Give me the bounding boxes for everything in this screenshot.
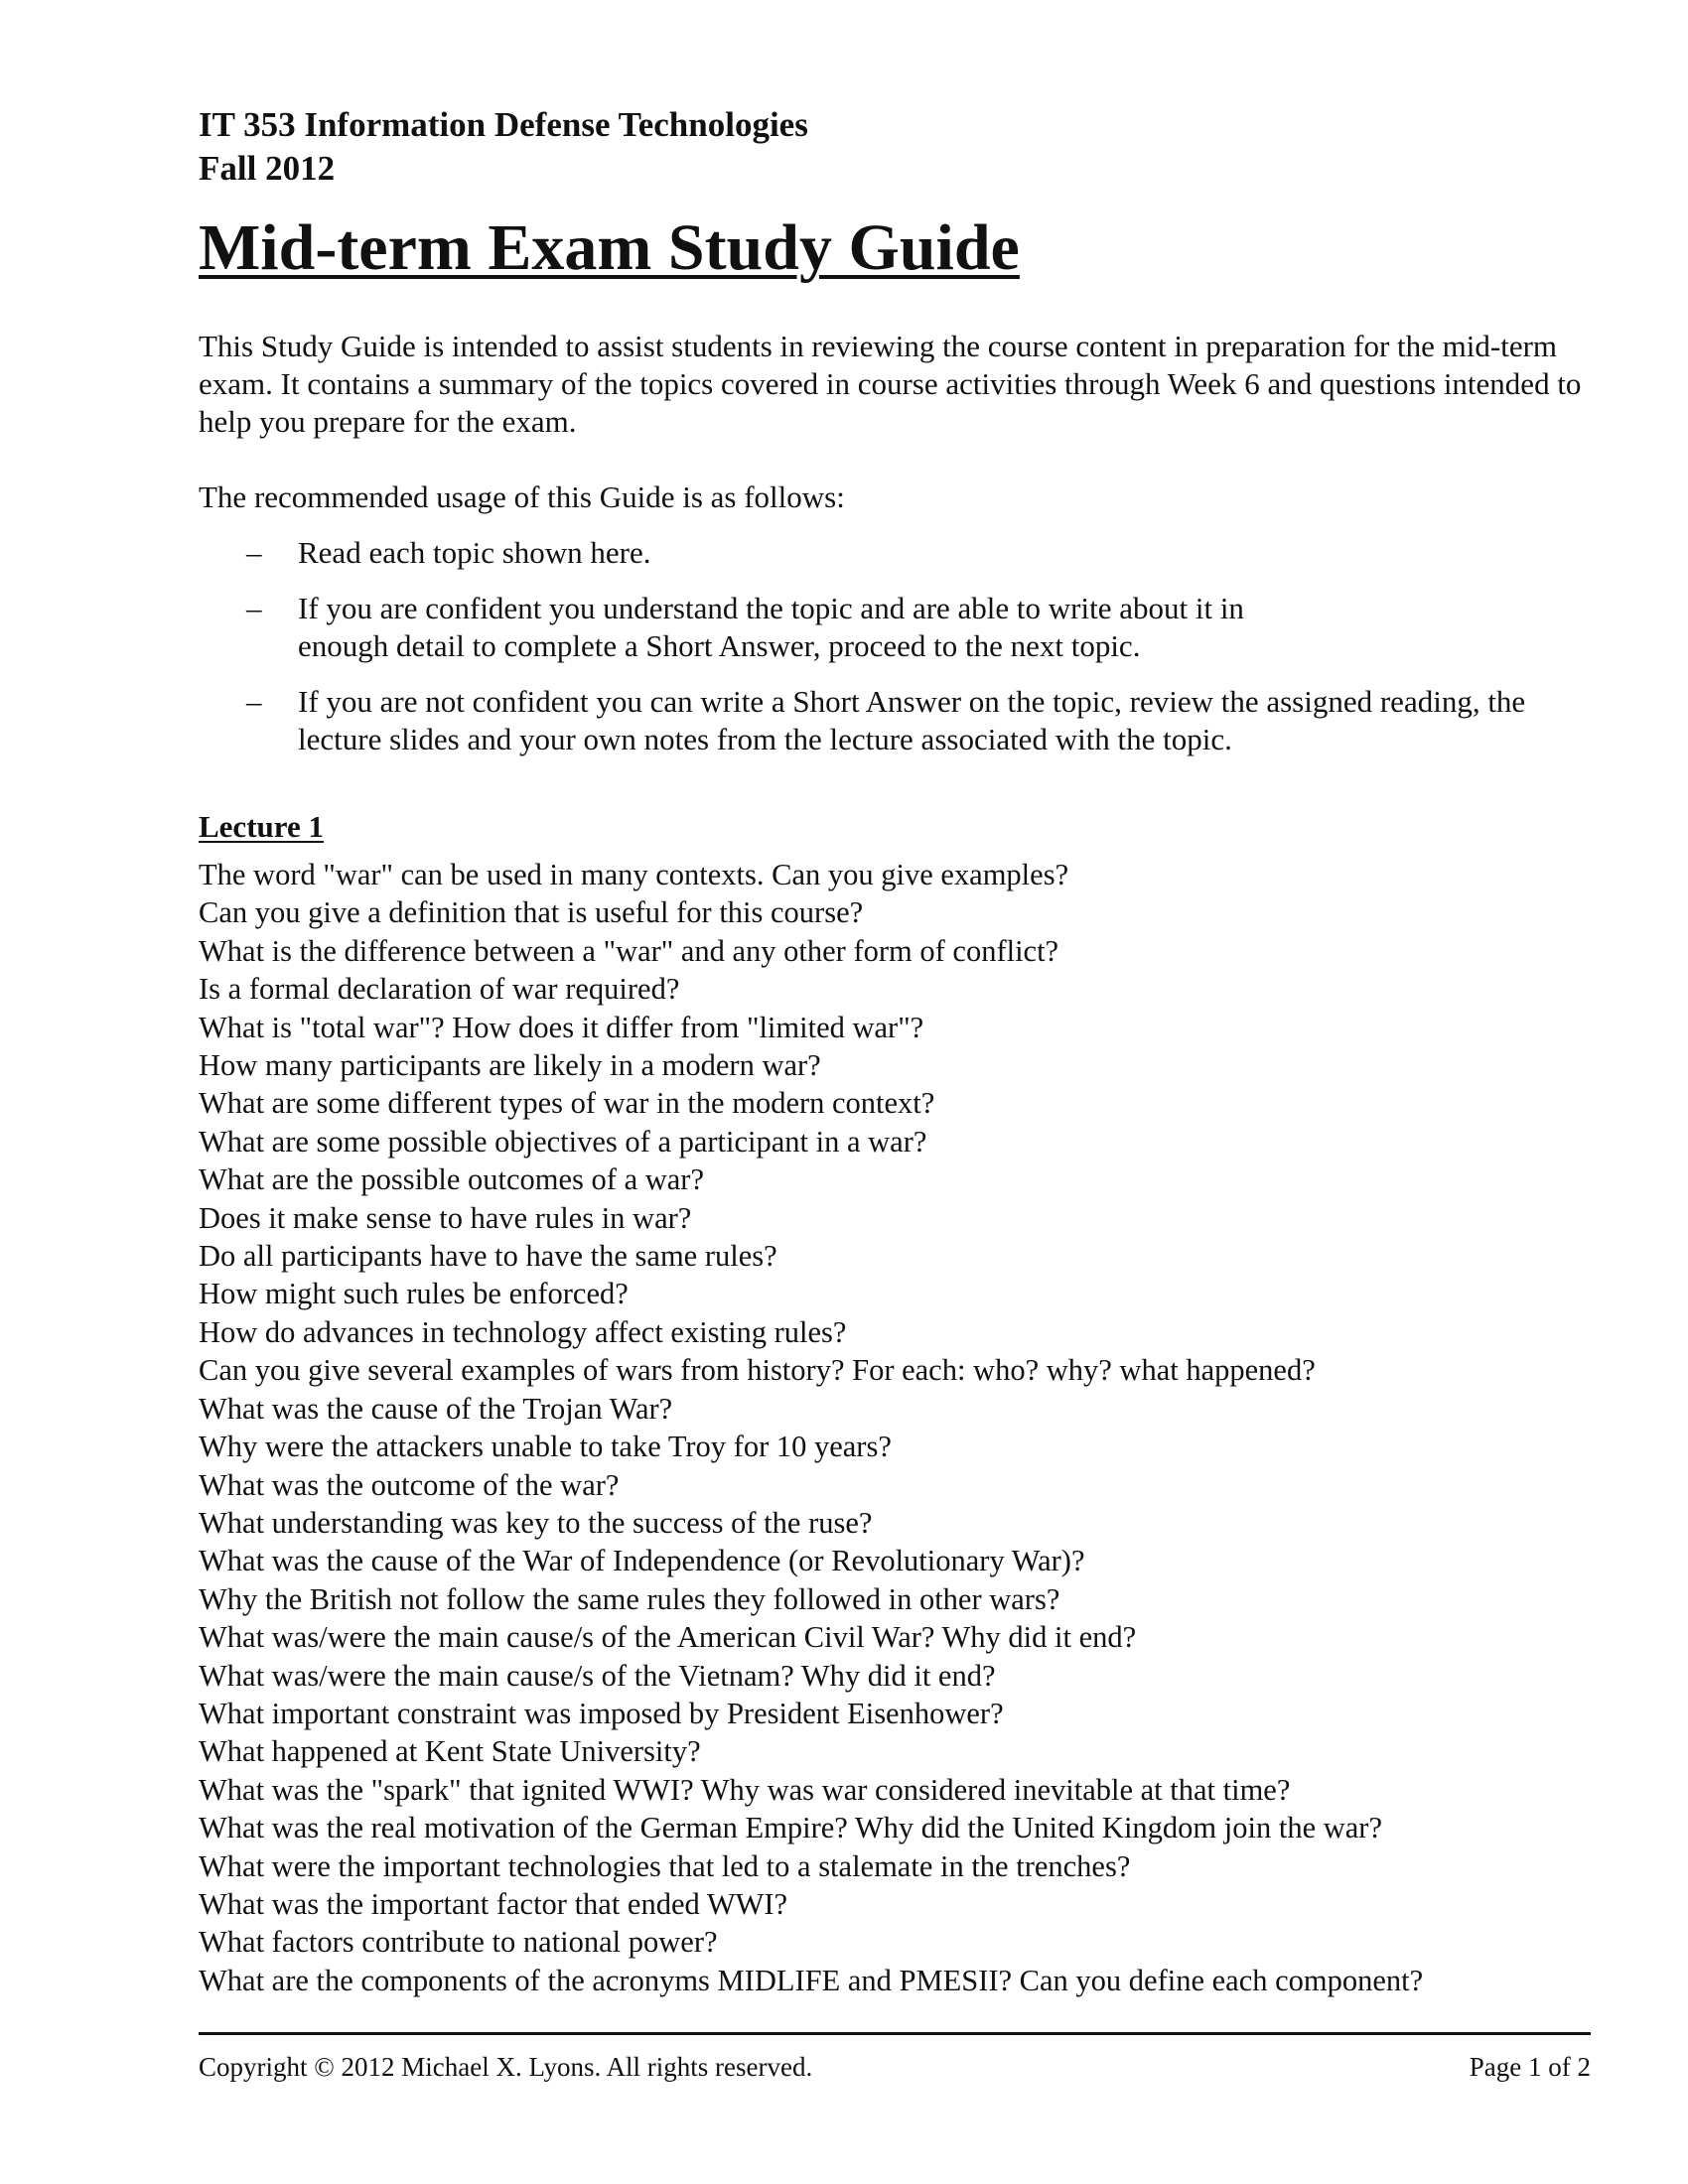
question-item: How might such rules be enforced? [199,1277,629,1311]
dash-bullet: – [246,535,262,570]
question-item: What are the possible outcomes of a war? [199,1162,704,1197]
usage-step [199,590,1589,665]
question-item: What were the important technologies that led to a stalemate in the trenches? [199,1848,1131,1883]
question-item: What is the difference between a "war" and any other form of conflict? [199,933,1059,968]
question-item: How many participants are likely in a modern war? [199,1048,821,1083]
usage-step-text: If you are confident you understand the topic and are able to write about it in enough detail to complete a Short Answer, proceed to the next topic. [298,591,1244,663]
question-item: What was the "spark" that ignited WWI? Why was war considered inevitable at that time? [199,1772,1291,1807]
footer-divider [199,2032,1591,2035]
usage-step-text: Read each topic shown here. [298,535,651,570]
dash-bullet: – [246,591,262,625]
question-item: Why the British not follow the same rules they followed in other wars? [199,1581,1060,1616]
copyright-notice: Copyright © 2012 Michael X. Lyons. All rights reserved. [199,2052,813,2082]
question-item: What was the outcome of the war? [199,1467,620,1502]
course-title: IT 353 Information Defense Technologies [199,105,808,144]
lecture-1-questions [199,856,1589,1999]
question-item: What understanding was key to the success of the ruse? [199,1505,873,1540]
usage-step [199,534,1589,572]
usage-step [199,683,1589,758]
question-item: What was the cause of the Trojan War? [199,1391,673,1426]
question-item: What is "total war"? How does it differ from "limited war"? [199,1010,924,1044]
question-item: What happened at Kent State University? [199,1734,701,1769]
question-item: Do all participants have to have the same rules? [199,1239,777,1274]
lecture-1-heading: Lecture 1 [199,809,324,844]
usage-step-text: If you are not confident you can write a Short Answer on the topic, review the assigned reading, the lecture slides and your own notes from the lecture associated with the topic. [298,684,1526,756]
question-item: The word "war" can be used in many contexts. Can you give examples? [199,858,1069,891]
dash-bullet: – [246,684,262,719]
page-number: Page 1 of 2 [1469,2052,1591,2082]
question-item: How do advances in technology affect existing rules? [199,1314,847,1349]
question-item: Is a formal declaration of war required? [199,972,680,1007]
question-item: What are the components of the acronyms MIDLIFE and PMESII? Can you define each component? [199,1963,1424,1997]
question-item: Can you give a definition that is useful for this course? [199,895,864,930]
question-item: What was/were the main cause/s of the American Civil War? Why did it end? [199,1620,1137,1655]
question-item: What are some different types of war in the modern context? [199,1086,935,1121]
question-item: What was the cause of the War of Independence (or Revolutionary War)? [199,1544,1085,1578]
question-item: What was the important factor that ended WWI? [199,1886,788,1921]
question-item: What was the real motivation of the German Empire? Why did the United Kingdom join the war? [199,1811,1382,1845]
question-item: What are some possible objectives of a participant in a war? [199,1124,927,1159]
question-item: Does it make sense to have rules in war? [199,1200,692,1235]
question-item: What was/were the main cause/s of the Vietnam? Why did it end? [199,1658,996,1693]
document-page [199,103,1589,1999]
question-item: What important constraint was imposed by President Eisenhower? [199,1696,1004,1730]
course-term: Fall 2012 [199,149,336,188]
usage-steps [199,534,1589,758]
usage-lead: The recommended usage of this Guide is as follows: [199,479,845,514]
question-item: What factors contribute to national power? [199,1925,718,1960]
intro-paragraph: This Study Guide is intended to assist students in reviewing the course content in preparation for the mid-term exam. It contains a summary of the topics covered in course activities through Week 6 and questions intended to help you prepare for the exam. [199,329,1582,439]
question-item: Why were the attackers unable to take Troy for 10 years? [199,1430,892,1464]
question-item: Can you give several examples of wars from history? For each: who? why? what happened? [199,1353,1316,1388]
page-title: Mid-term Exam Study Guide [199,211,1020,284]
